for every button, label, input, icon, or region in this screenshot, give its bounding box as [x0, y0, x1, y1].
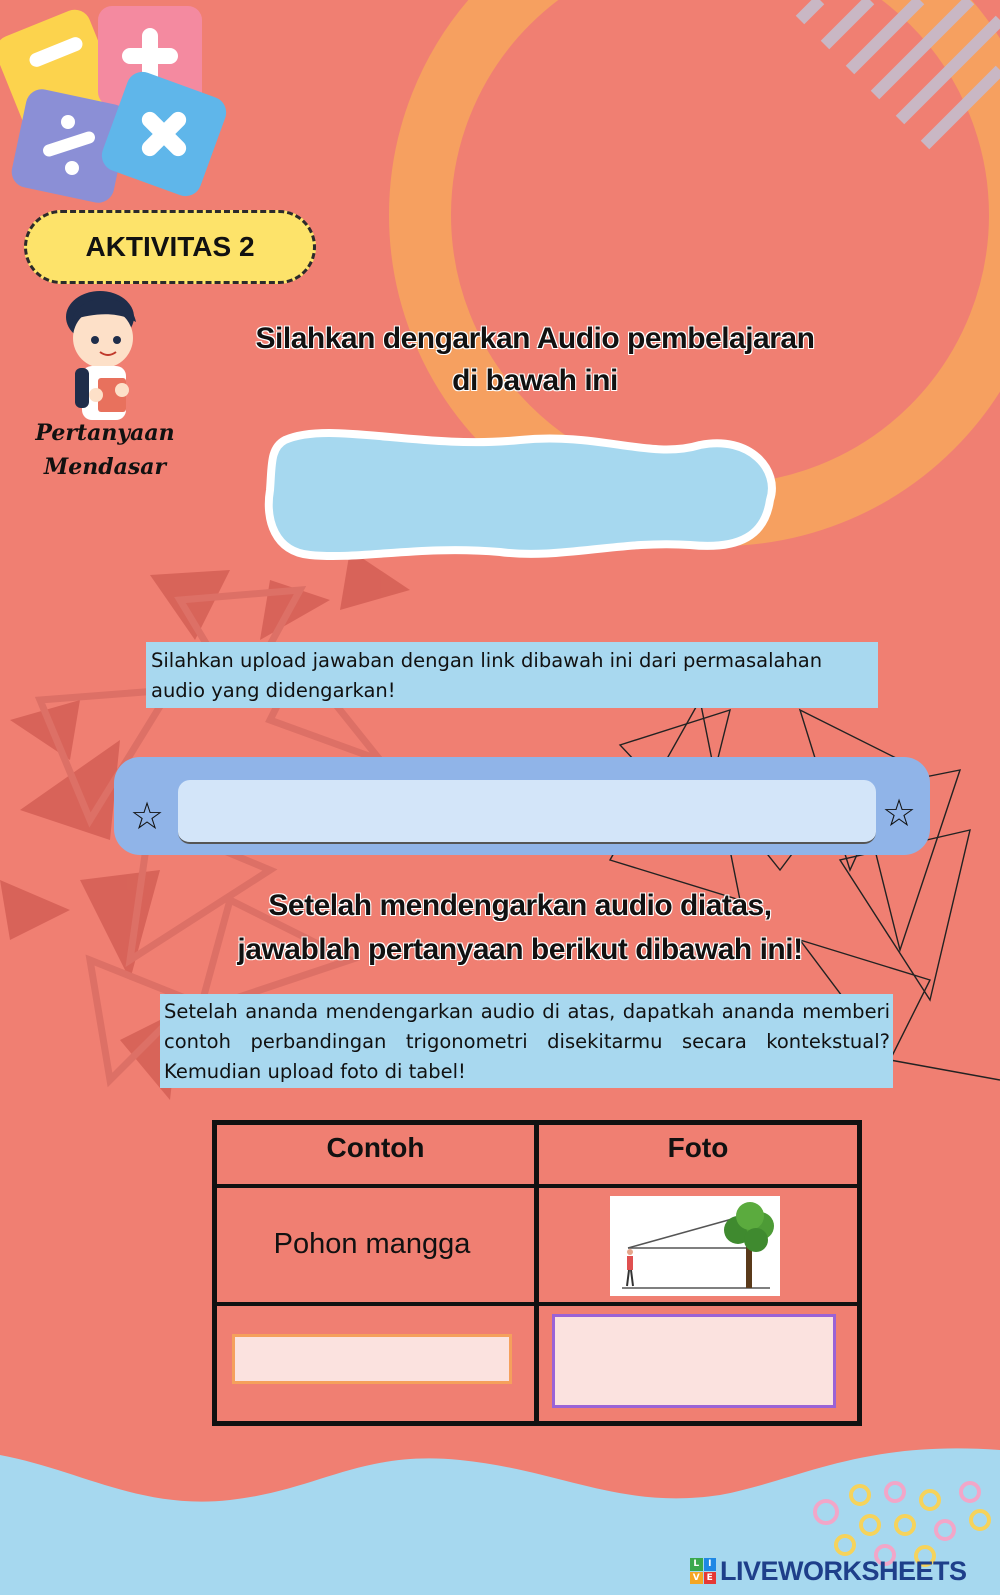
- header-contoh: Contoh: [326, 1132, 425, 1163]
- star-right-icon: ☆: [882, 791, 917, 835]
- row1-foto-image: [610, 1196, 780, 1296]
- star-left-icon: ☆: [130, 794, 165, 838]
- activity-badge: AKTIVITAS 2: [24, 210, 316, 284]
- upload-instruction: Silahkan upload jawaban dengan link dibawah ini dari permasalahan audio yang didengarkan!: [146, 642, 878, 708]
- brand-name: LIVEWORKSHEETS: [720, 1555, 967, 1586]
- audio-player-blob: [269, 433, 772, 556]
- header-foto: Foto: [667, 1132, 729, 1163]
- liveworksheets-logo: [690, 1553, 995, 1589]
- link-answer-input[interactable]: [178, 780, 876, 844]
- question-prompt: Setelah ananda mendengarkan audio di atas, dapatkah ananda memberi contoh perbandingan trigonometri disekitarmu secara kontekstual? Kemudian upload foto di tabel!: [160, 994, 893, 1088]
- caption-line-2: Mendasar: [43, 454, 167, 480]
- liveworksheets-mark-icon: L I V E: [690, 1558, 716, 1584]
- row1-contoh: Pohon mangga: [273, 1228, 471, 1260]
- answer-table: [212, 1120, 862, 1426]
- student-character-illustration: [66, 291, 136, 420]
- math-icons-decoration: [0, 5, 231, 206]
- row2-contoh-input[interactable]: [232, 1334, 512, 1384]
- caption-line-1: Pertanyaan: [35, 420, 175, 446]
- row2-foto-upload[interactable]: [552, 1314, 836, 1408]
- character-caption: [20, 416, 190, 484]
- question-heading: Setelah mendengarkan audio diatas, jawablah pertanyaan berikut dibawah ini!: [237, 889, 803, 966]
- audio-heading: Silahkan dengarkan Audio pembelajaran di bawah ini: [255, 322, 815, 397]
